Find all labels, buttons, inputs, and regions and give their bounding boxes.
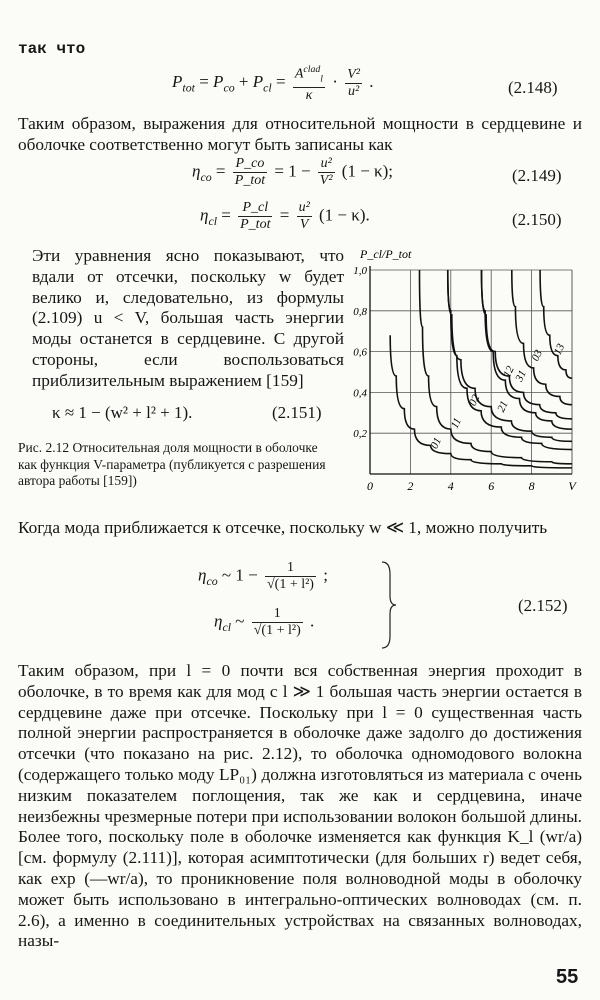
- x-tick-label: 8: [528, 479, 535, 493]
- x-tick-label: 0: [367, 479, 373, 493]
- curve-13: [540, 270, 572, 378]
- y-tick-label: 0,6: [353, 346, 367, 359]
- y-tick-label: 0,4: [353, 387, 367, 400]
- curve-label-01: 01: [428, 435, 445, 451]
- y-tick-label: 0,8: [353, 305, 367, 318]
- paragraph-4: Таким образом, при l = 0 почти вся собственная энергия проходит в оболочке, в то время как для мод с l ≫ 1 большая часть энергии остается в сердцевине даже при отсечке. Поскольку при l = 0 существенная часть полной энергии распространяется в оболочке даже задолго до достижения отсечки (что показано на рис. 2.12), то оболочка одномодового волокна (содержащего только моду LP₀₁) должна изготовляться из материала с очень низким показателем поглощения, так же как и сердцевина, иначе неизбежны чрезмерные потери при использовании волокон большой длины. Более того, поскольку поле в оболочке изменяется как функция K_l (wr/a) [см. формулу (2.111)], которая асимптотически (для больших r) ведет себя, как exp (—wr/a), то проникновение поля волноводной моды в оболочку может быть использовано в интегрально-оптических волноводах (см. п. 2.6), а именно в соединительных устройствах на связанных волноводах, назы-: [18, 661, 582, 951]
- equation-brace: [378, 560, 398, 650]
- equation-number-2-148: (2.148): [508, 78, 558, 97]
- curve-label-11: 11: [448, 416, 464, 431]
- x-tick-label: 2: [407, 479, 414, 493]
- x-tick-label: 4: [447, 479, 454, 493]
- y-tick-label: 0,2: [353, 428, 367, 441]
- curve-03: [512, 270, 572, 405]
- curve-02: [448, 270, 572, 450]
- x-tick-label: 6: [488, 479, 495, 493]
- equation-2-152-line-1: $\eta_{co}$ ~ 1 − $\frac{1}{\text{√(1 + l²)}}$ ;: [198, 560, 328, 592]
- equation-number-2-149: (2.149): [512, 166, 562, 185]
- paragraph-3: Когда мода приближается к отсечке, поскольку w ≪ 1, можно получить: [18, 518, 548, 537]
- paragraph-2: Эти уравнения ясно показывают, что вдали от отсечки, поскольку w будет велико и, следовательно, из формулы (2.109) u < V, большая часть энергии моды останется в сердцевине. С другой стороны, если воспользоваться приблизительным выражением [159]: [32, 246, 344, 390]
- curve-label-31: 31: [513, 368, 529, 384]
- chart-figure-2-12: [346, 240, 586, 500]
- curve-label-21: 21: [495, 399, 511, 415]
- curve-label-02: 02: [466, 392, 483, 408]
- equation-2-151: κ ≈ 1 − (w² + l² + 1).: [52, 403, 193, 422]
- equation-2-148: $P_{tot} = P_{co} + P_{cl}$ = $\frac{A^{clad}_l}{\kappa}$ · $\frac{\text{V²}}{\text{u²}}$ .: [172, 64, 374, 104]
- equation-2-150: $\eta_{cl}$ = $\frac{P\_cl}{\text{P\_tot}}$ = $\frac{\text{u²}}{V}$ (1 − κ).: [200, 200, 370, 232]
- equation-number-2-150: (2.150): [512, 210, 562, 229]
- equation-number-2-151: (2.151): [272, 403, 322, 422]
- curve-label-12: 12: [501, 364, 517, 380]
- curve-11: [419, 270, 572, 464]
- y-axis-label: P_cl/P_tot: [360, 247, 412, 261]
- chart-curves: [390, 270, 572, 468]
- curve-label-13: 13: [551, 341, 568, 357]
- intro-text: так что: [18, 40, 86, 58]
- equation-2-152-line-2: $\eta_{cl}$ ~ $\frac{1}{\text{√(1 + l²)}}$ .: [214, 606, 315, 638]
- equation-number-2-152: (2.152): [518, 596, 568, 615]
- paragraph-1: Таким образом, выражения для относительной мощности в сердцевине и оболочке соответственно могут быть записаны как: [18, 114, 582, 154]
- curve-label-03: 03: [529, 348, 546, 364]
- equation-2-149: $\eta_{co}$ = $\frac{P\_co}{\text{P\_tot}}$ = 1 − $\frac{\text{u²}}{\text{V²}}$ (1 − κ);: [192, 156, 393, 188]
- figure-caption: Рис. 2.12 Относительная доля мощности в оболочке как функция V-параметра (публикуется с разрешения автора работы [159]): [18, 440, 326, 488]
- y-tick-label: 1,0: [353, 265, 367, 277]
- curve-01: [390, 335, 572, 468]
- curve-21: [448, 270, 572, 441]
- x-tick-label: V: [568, 479, 576, 493]
- page-number: 55: [556, 966, 579, 988]
